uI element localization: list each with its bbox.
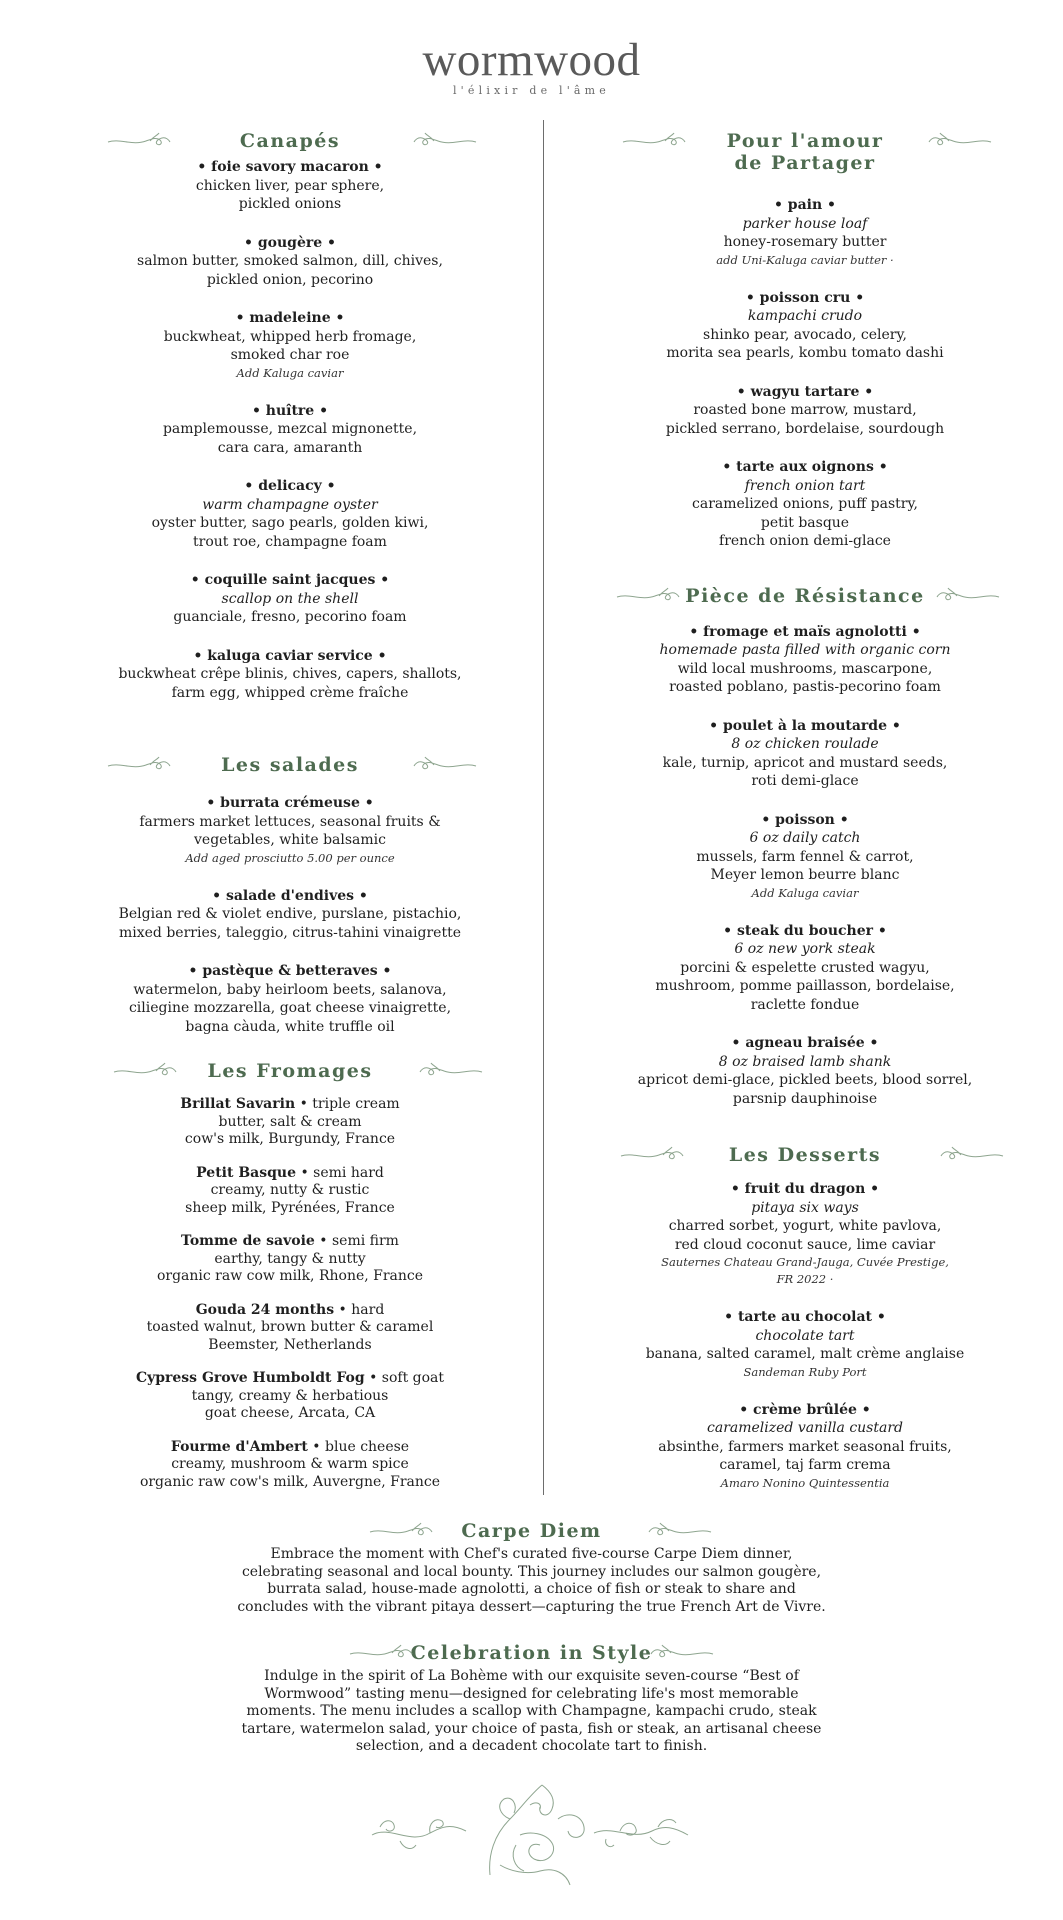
cheese-origin: organic raw cow milk, Rhone, France bbox=[156, 1268, 424, 1284]
cheese-name: Brillat Savarin bbox=[180, 1096, 296, 1112]
item-desc: ciliegine mozzarella, goat cheese vinaigrette, bbox=[128, 1000, 452, 1016]
item-note: Sandeman Ruby Port bbox=[743, 1364, 867, 1379]
cheese-desc: creamy, mushroom & warm spice bbox=[171, 1456, 409, 1472]
section-heading bbox=[625, 1144, 985, 1168]
menu-item bbox=[110, 571, 470, 627]
cheese-type: • hard bbox=[334, 1301, 385, 1318]
right-column bbox=[625, 130, 985, 1492]
cheese-name: Petit Basque bbox=[196, 1164, 296, 1181]
item-name: • pain • bbox=[773, 197, 836, 213]
item-name: • foie savory macaron • bbox=[197, 159, 383, 175]
item-desc: roasted poblano, pastis-pecorino foam bbox=[669, 679, 941, 695]
item-desc: wild local mushrooms, mascarpone, bbox=[677, 660, 933, 677]
item-note: Add Kaluga caviar bbox=[236, 365, 344, 380]
menu-item bbox=[625, 1308, 985, 1381]
section-fromages bbox=[110, 1060, 470, 1491]
item-subtitle: 6 oz daily catch bbox=[749, 830, 861, 846]
item-name: • steak du boucher • bbox=[723, 922, 887, 939]
item-desc: cara cara, amaranth bbox=[217, 439, 363, 456]
item-subtitle: french onion tart bbox=[744, 477, 866, 494]
item-subtitle: 6 oz new york steak bbox=[734, 941, 876, 957]
cheese-desc: tangy, creamy & herbatious bbox=[191, 1387, 389, 1404]
flourish-right-icon bbox=[412, 132, 478, 150]
cheese-item bbox=[110, 1439, 470, 1492]
menu-item bbox=[625, 811, 985, 902]
cheese-item bbox=[110, 1096, 470, 1149]
paragraph-line: Indulge in the spirit of La Bohème with our exquisite seven-course “Best of bbox=[264, 1668, 799, 1684]
menu-item bbox=[110, 962, 470, 1036]
item-name: • fruit du dragon • bbox=[730, 1181, 880, 1197]
item-desc: guanciale, fresno, pecorino foam bbox=[173, 609, 407, 625]
item-desc: vegetables, white balsamic bbox=[194, 832, 386, 848]
item-desc: honey-rosemary butter bbox=[723, 234, 887, 250]
item-name: • tarte aux oignons • bbox=[722, 459, 888, 475]
menu-item bbox=[625, 1034, 985, 1108]
item-name: • agneau braisée • bbox=[731, 1035, 879, 1051]
item-desc: absinthe, farmers market seasonal fruits, bbox=[658, 1438, 952, 1455]
item-desc: pamplemousse, mezcal mignonette, bbox=[162, 421, 418, 437]
item-desc: pickled serrano, bordelaise, sourdough bbox=[665, 420, 945, 437]
menu-item bbox=[625, 623, 985, 697]
flourish-right-icon bbox=[939, 1146, 1005, 1164]
cheese-name: Gouda 24 months bbox=[195, 1301, 335, 1318]
section-heading bbox=[230, 1642, 833, 1666]
menu-item bbox=[625, 383, 985, 439]
menu-item bbox=[110, 794, 470, 867]
item-name: • fromage et maïs agnolotti • bbox=[689, 623, 921, 640]
item-desc: chicken liver, pear sphere, bbox=[195, 177, 385, 194]
menu-item bbox=[110, 647, 470, 703]
cheese-desc: earthy, tangy & nutty bbox=[214, 1250, 366, 1267]
section-title: Les Desserts bbox=[728, 1144, 882, 1166]
item-desc: porcini & espelette crusted wagyu, bbox=[680, 959, 930, 976]
paragraph-line: burrata salad, house-made agnolotti, a choice of fish or steak to share and bbox=[267, 1581, 796, 1597]
cheese-desc: toasted walnut, brown butter & caramel bbox=[146, 1319, 434, 1335]
item-note: Add aged prosciutto 5.00 per ounce bbox=[185, 850, 395, 865]
item-desc: banana, salted caramel, malt crème anglaise bbox=[645, 1346, 965, 1362]
item-name: • salade d'endives • bbox=[212, 887, 368, 904]
item-subtitle: homemade pasta filled with organic corn bbox=[659, 642, 951, 658]
section-heading bbox=[110, 1060, 470, 1084]
item-desc: mushroom, pomme paillasson, bordelaise, bbox=[655, 978, 955, 994]
item-subtitle: parker house loaf bbox=[742, 215, 868, 232]
item-desc: roti demi-glace bbox=[751, 773, 859, 789]
menu-item bbox=[110, 158, 470, 214]
item-subtitle: warm champagne oyster bbox=[202, 496, 378, 513]
cheese-type: • blue cheese bbox=[307, 1438, 410, 1455]
item-desc: mixed berries, taleggio, citrus-tahini vinaigrette bbox=[119, 924, 461, 941]
item-desc: Belgian red & violet endive, purslane, pistachio, bbox=[118, 906, 462, 922]
item-subtitle: kampachi crudo bbox=[747, 308, 863, 324]
flourish-right-icon bbox=[412, 756, 478, 774]
paragraph-line: Wormwood” tasting menu—designed for celebrating life's most memorable bbox=[264, 1685, 799, 1702]
column-divider bbox=[543, 120, 544, 1495]
paragraph-line: concludes with the vibrant pitaya dessert—capturing the true French Art de Vivre. bbox=[237, 1598, 826, 1615]
item-desc: pickled onions bbox=[238, 196, 342, 212]
section-partager bbox=[625, 130, 985, 551]
flourish-left-icon bbox=[348, 1644, 414, 1662]
menu-item bbox=[625, 289, 985, 363]
menu-item bbox=[625, 458, 985, 551]
flourish-right-icon bbox=[647, 1522, 713, 1540]
section-resistance bbox=[625, 585, 985, 1109]
item-name: • delicacy • bbox=[244, 478, 336, 494]
paragraph-line: Embrace the moment with Chef's curated five-course Carpe Diem dinner, bbox=[270, 1546, 793, 1562]
menu-item bbox=[625, 717, 985, 791]
item-desc: smoked char roe bbox=[230, 347, 350, 363]
section-celebration bbox=[230, 1642, 833, 1756]
flourish-left-icon bbox=[112, 1062, 178, 1080]
flourish-left-icon bbox=[619, 1146, 685, 1164]
item-desc: buckwheat, whipped herb fromage, bbox=[163, 328, 417, 345]
item-name: • poisson • bbox=[761, 811, 849, 828]
item-name: • poisson cru • bbox=[745, 289, 865, 306]
item-name: • tarte au chocolat • bbox=[724, 1309, 886, 1325]
cheese-item bbox=[110, 1233, 470, 1286]
menu-item bbox=[625, 1180, 985, 1288]
item-name: • crème brûlée • bbox=[739, 1401, 871, 1418]
section-title: Les Fromages bbox=[207, 1060, 373, 1082]
item-name: • poulet à la moutarde • bbox=[709, 717, 901, 734]
item-desc: bagna càuda, white truffle oil bbox=[185, 1018, 395, 1035]
item-desc: charred sorbet, yogurt, white pavlova, bbox=[668, 1218, 942, 1234]
paragraph-line: tartare, watermelon salad, your choice of pasta, fish or steak, an artisanal cheese bbox=[241, 1720, 822, 1737]
item-desc: farm egg, whipped crème fraîche bbox=[171, 684, 409, 701]
item-name: • coquille saint jacques • bbox=[190, 572, 390, 588]
flourish-right-icon bbox=[927, 132, 993, 150]
botanical-illustration-icon bbox=[370, 1775, 690, 1895]
section-canapes bbox=[110, 130, 470, 702]
item-desc: Meyer lemon beurre blanc bbox=[710, 867, 900, 883]
paragraph-line: celebrating seasonal and local bounty. This journey includes our salmon gougère, bbox=[241, 1563, 822, 1580]
flourish-right-icon bbox=[649, 1644, 715, 1662]
brand-tagline: l'élixir de l'âme bbox=[452, 84, 611, 97]
cheese-origin: goat cheese, Arcata, CA bbox=[204, 1405, 376, 1421]
cheese-type: • soft goat bbox=[364, 1370, 445, 1386]
menu-item bbox=[110, 309, 470, 382]
section-title: Les salades bbox=[221, 754, 359, 776]
item-desc: parsnip dauphinoise bbox=[732, 1090, 878, 1107]
item-desc: caramel, taj farm crema bbox=[719, 1457, 891, 1473]
item-desc: watermelon, baby heirloom beets, salanova, bbox=[133, 981, 447, 998]
item-name: • gougère • bbox=[244, 234, 336, 251]
paragraph-line: moments. The menu includes a scallop with Champagne, kampachi crudo, steak bbox=[246, 1703, 817, 1719]
menu-item bbox=[625, 1401, 985, 1492]
flourish-left-icon bbox=[106, 132, 172, 150]
cheese-origin: sheep milk, Pyrénées, France bbox=[185, 1199, 395, 1216]
item-name: • kaluga caviar service • bbox=[193, 647, 387, 664]
cheese-desc: butter, salt & cream bbox=[218, 1113, 362, 1130]
menu-item bbox=[110, 402, 470, 458]
item-subtitle: scallop on the shell bbox=[221, 590, 359, 607]
item-desc: shinko pear, avocado, celery, bbox=[703, 326, 907, 343]
section-title: Carpe Diem bbox=[461, 1520, 602, 1542]
item-desc: french onion demi-glace bbox=[719, 533, 891, 549]
item-subtitle: 8 oz chicken roulade bbox=[731, 736, 879, 752]
item-name: • pastèque & betteraves • bbox=[188, 963, 392, 979]
menu-item bbox=[110, 234, 470, 290]
menu-item bbox=[110, 477, 470, 551]
cheese-origin: Beemster, Netherlands bbox=[208, 1336, 372, 1353]
flourish-left-icon bbox=[621, 132, 687, 150]
item-desc: oyster butter, sago pearls, golden kiwi, bbox=[151, 515, 429, 531]
item-desc: kale, turnip, apricot and mustard seeds, bbox=[662, 754, 948, 771]
item-desc: salmon butter, smoked salmon, dill, chives, bbox=[137, 253, 443, 269]
cheese-type: • triple cream bbox=[295, 1096, 400, 1112]
section-title-line1: Pour l'amour bbox=[726, 130, 884, 152]
item-desc: morita sea pearls, kombu tomato dashi bbox=[666, 345, 944, 361]
item-desc: raclette fondue bbox=[750, 996, 860, 1013]
section-heading bbox=[110, 130, 470, 154]
left-column bbox=[110, 130, 470, 1491]
item-name: • huître • bbox=[251, 402, 329, 419]
cheese-item bbox=[110, 1370, 470, 1423]
item-desc: roasted bone marrow, mustard, bbox=[693, 402, 917, 418]
item-note: add Uni-Kaluga caviar butter · bbox=[716, 252, 894, 267]
item-desc: petit basque bbox=[760, 514, 850, 531]
section-carpe-diem bbox=[230, 1520, 833, 1616]
flourish-left-icon bbox=[615, 587, 681, 605]
section-heading bbox=[230, 1520, 833, 1544]
section-title-line2: de Partager bbox=[734, 152, 876, 174]
cheese-item bbox=[110, 1165, 470, 1218]
item-name: • madeleine • bbox=[235, 310, 345, 326]
flourish-left-icon bbox=[106, 756, 172, 774]
cheese-name: Tomme de savoie bbox=[181, 1233, 315, 1249]
cheese-origin: organic raw cow's milk, Auvergne, France bbox=[139, 1473, 441, 1490]
cheese-type: • semi hard bbox=[296, 1164, 384, 1181]
brand-title: wormwood bbox=[422, 34, 641, 86]
item-subtitle: caramelized vanilla custard bbox=[707, 1420, 903, 1436]
menu-item bbox=[625, 196, 985, 269]
paragraph-line: selection, and a decadent chocolate tart to finish. bbox=[355, 1738, 708, 1754]
item-desc: trout roe, champagne foam bbox=[193, 533, 387, 550]
item-note: FR 2022 · bbox=[776, 1272, 834, 1286]
item-desc: mussels, farm fennel & carrot, bbox=[696, 848, 914, 865]
section-heading bbox=[110, 754, 470, 778]
section-title: Pièce de Résistance bbox=[685, 584, 925, 607]
item-desc: farmers market lettuces, seasonal fruits & bbox=[139, 813, 441, 830]
cheese-item bbox=[110, 1302, 470, 1355]
item-desc: pickled onion, pecorino bbox=[206, 271, 374, 288]
flourish-left-icon bbox=[368, 1522, 434, 1540]
item-name: • wagyu tartare • bbox=[736, 383, 874, 400]
item-note: Add Kaluga caviar bbox=[751, 885, 859, 900]
section-salades bbox=[110, 754, 470, 1036]
flourish-right-icon bbox=[935, 587, 1001, 605]
cheese-name: Fourme d'Ambert bbox=[170, 1438, 308, 1455]
item-desc: apricot demi-glace, pickled beets, blood sorrel, bbox=[637, 1072, 973, 1088]
section-title: Celebration in Style bbox=[410, 1642, 653, 1664]
section-heading bbox=[625, 585, 985, 609]
item-subtitle: pitaya six ways bbox=[751, 1199, 859, 1216]
flourish-right-icon bbox=[418, 1062, 484, 1080]
item-desc: caramelized onions, puff pastry, bbox=[692, 496, 918, 512]
item-subtitle: chocolate tart bbox=[755, 1327, 855, 1344]
menu-item bbox=[110, 887, 470, 943]
section-heading bbox=[625, 130, 985, 176]
cheese-origin: cow's milk, Burgundy, France bbox=[184, 1131, 396, 1147]
section-desserts bbox=[625, 1144, 985, 1492]
item-desc: red cloud coconut sauce, lime caviar bbox=[674, 1236, 936, 1253]
item-note: Amaro Nonino Quintessentia bbox=[720, 1475, 890, 1490]
item-subtitle: 8 oz braised lamb shank bbox=[718, 1053, 892, 1070]
item-name: • burrata crémeuse • bbox=[206, 795, 374, 811]
cheese-desc: creamy, nutty & rustic bbox=[210, 1182, 370, 1198]
cheese-type: • semi firm bbox=[314, 1233, 399, 1249]
menu-header bbox=[0, 34, 1063, 97]
section-title: Canapés bbox=[239, 130, 341, 152]
item-desc: buckwheat crêpe blinis, chives, capers, shallots, bbox=[118, 666, 462, 682]
menu-item bbox=[625, 922, 985, 1015]
item-note: Sauternes Chateau Grand-Jauga, Cuvée Prestige, bbox=[661, 1255, 949, 1269]
cheese-name: Cypress Grove Humboldt Fog bbox=[135, 1370, 365, 1386]
